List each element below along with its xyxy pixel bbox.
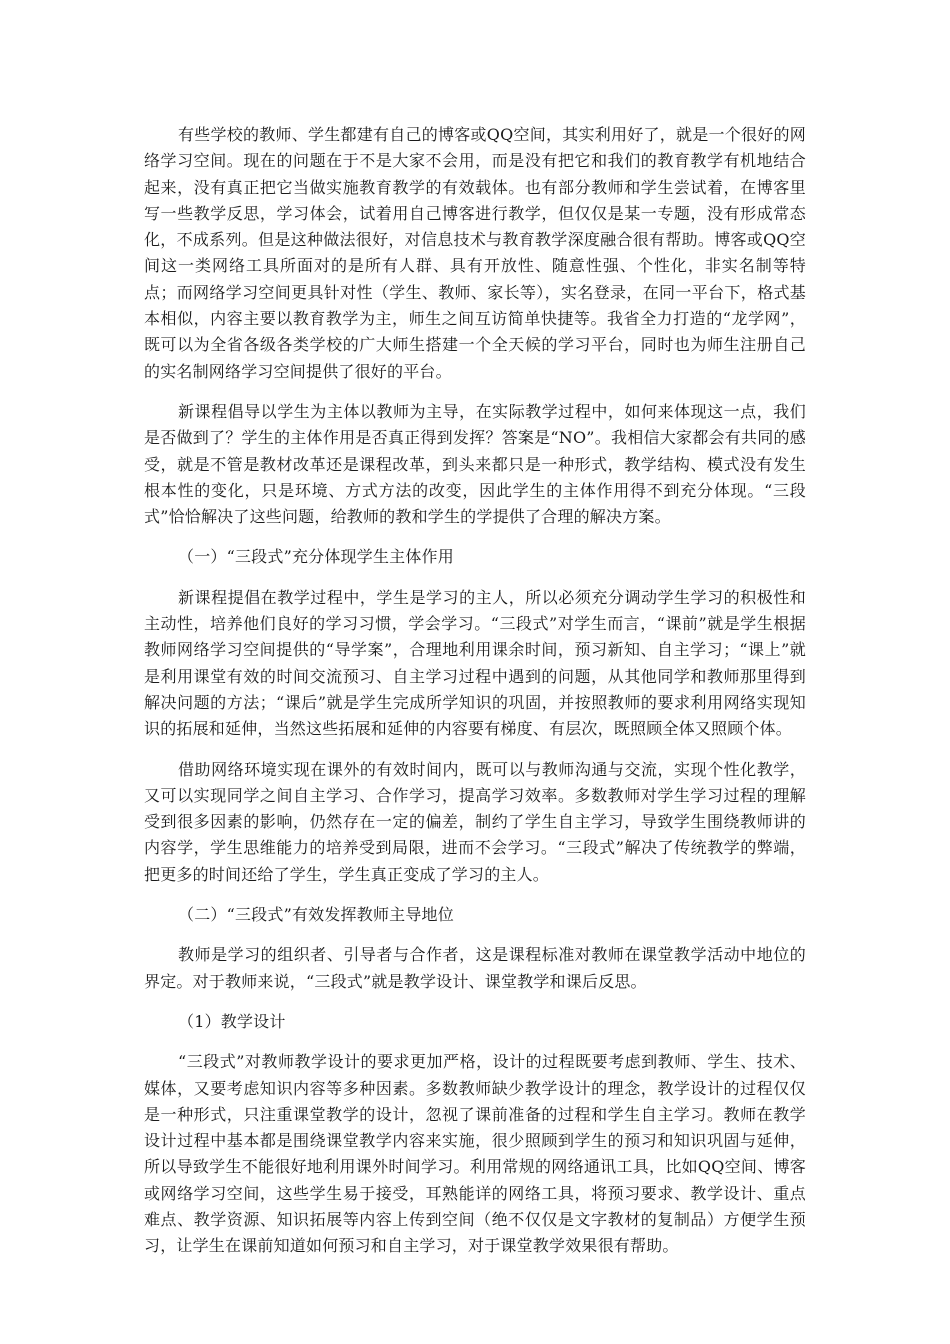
document-body [144,122,806,1274]
paragraph-network-environment: 借助网络环境实现在课外的有效时间内，既可以与教师沟通与交流，实现个性化教学，又可以实现同学之间自主学习、合作学习，提高学习效率。多数教师对学生学习过程的理解受到很多因素的影响，仍然存在一定的偏差，制约了学生自主学习，导致学生围绕教师讲的内容学，学生思维能力的培养受到局限，进而不会学习。“三段式”解决了传统教学的弊端，把更多的时间还给了学生，学生真正变成了学习的主人。 [144,759,806,884]
paragraph-teacher-organizer: 教师是学习的组织者、引导者与合作者，这是课程标准对教师在课堂教学活动中地位的界定。对于教师来说，“三段式”就是教学设计、课堂教学和课后反思。 [144,945,806,991]
section-heading-student-role: （一）“三段式”充分体现学生主体作用 [178,547,454,567]
paragraph-blog-qq-space: 有些学校的教师、学生都建有自己的博客或QQ空间，其实利用好了，就是一个很好的网络学习空间。现在的问题在于不是大家不会用，而是没有把它和我们的教育教学有机地结合起来，没有真正把它当做实施教育教学的有效载体。也有部分教师和学生尝试着，在博客里写一些教学反思，学习体会，试着用自己博客进行教学，但仅仅是某一专题，没有形成常态化，不成系列。但是这种做法很好，对信息技术与教育教学深度融合很有帮助。博客或QQ空间这一类网络工具所面对的是所有人群、具有开放性、随意性强、个性化，非实名制等特点；而网络学习空间更具针对性（学生、教师、家长等），实名登录，在同一平台下，格式基本相似，内容主要以教育教学为主，师生之间互访简单快捷等。我省全力打造的“龙学网”，既可以为全省各级各类学校的广大师生搭建一个全天候的学习平台，同时也为师生注册自己的实名制网络学习空间提供了很好的平台。 [144,125,806,381]
section-heading-teacher-role: （二）“三段式”有效发挥教师主导地位 [178,905,454,925]
paragraph-teaching-design: “三段式”对教师教学设计的要求更加严格，设计的过程既要考虑到教师、学生、技术、媒体，又要考虑知识内容等多种因素。多数教师缺少教学设计的理念，教学设计的过程仅仅是一种形式，只注重课堂教学的设计，忽视了课前准备的过程和学生自主学习。教师在教学设计过程中基本都是围绕课堂教学内容来实施，很少照顾到学生的预习和知识巩固与延伸，所以导致学生不能很好地利用课外时间学习。利用常规的网络通讯工具，比如QQ空间、博客或网络学习空间，这些学生易于接受，耳熟能详的网络工具，将预习要求、教学设计、重点难点、教学资源、知识拓展等内容上传到空间（绝不仅仅是文字教材的复制品）方便学生预习，让学生在课前知道如何预习和自主学习，对于课堂教学效果很有帮助。 [144,1052,806,1256]
paragraph-student-master: 新课程提倡在教学过程中，学生是学习的主人，所以必须充分调动学生学习的积极性和主动性，培养他们良好的学习习惯，学会学习。“三段式”对学生而言，“课前”就是学生根据教师网络学习空间提供的“导学案”，合理地利用课余时间，预习新知、自主学习；“课上”就是利用课堂有效的时间交流预习、自主学习过程中遇到的问题，从其他同学和教师那里得到解决问题的方法；“课后”就是学生完成所学知识的巩固，并按照教师的要求利用网络实现知识的拓展和延伸，当然这些拓展和延伸的内容要有梯度、有层次，既照顾全体又照顾个体。 [144,587,806,739]
subsection-heading-teaching-design: （1）教学设计 [178,1011,286,1031]
paragraph-new-curriculum: 新课程倡导以学生为主体以教师为主导，在实际教学过程中，如何来体现这一点，我们是否做到了？学生的主体作用是否真正得到发挥？答案是“NO”。我相信大家都会有共同的感受，就是不管是教材改革还是课程改革，到头来都只是一种形式，教学结构、模式没有发生根本性的变化，只是环境、方式方法的改变，因此学生的主体作用得不到充分体现。“三段式”恰恰解决了这些问题，给教师的教和学生的学提供了合理的解决方案。 [144,401,806,527]
